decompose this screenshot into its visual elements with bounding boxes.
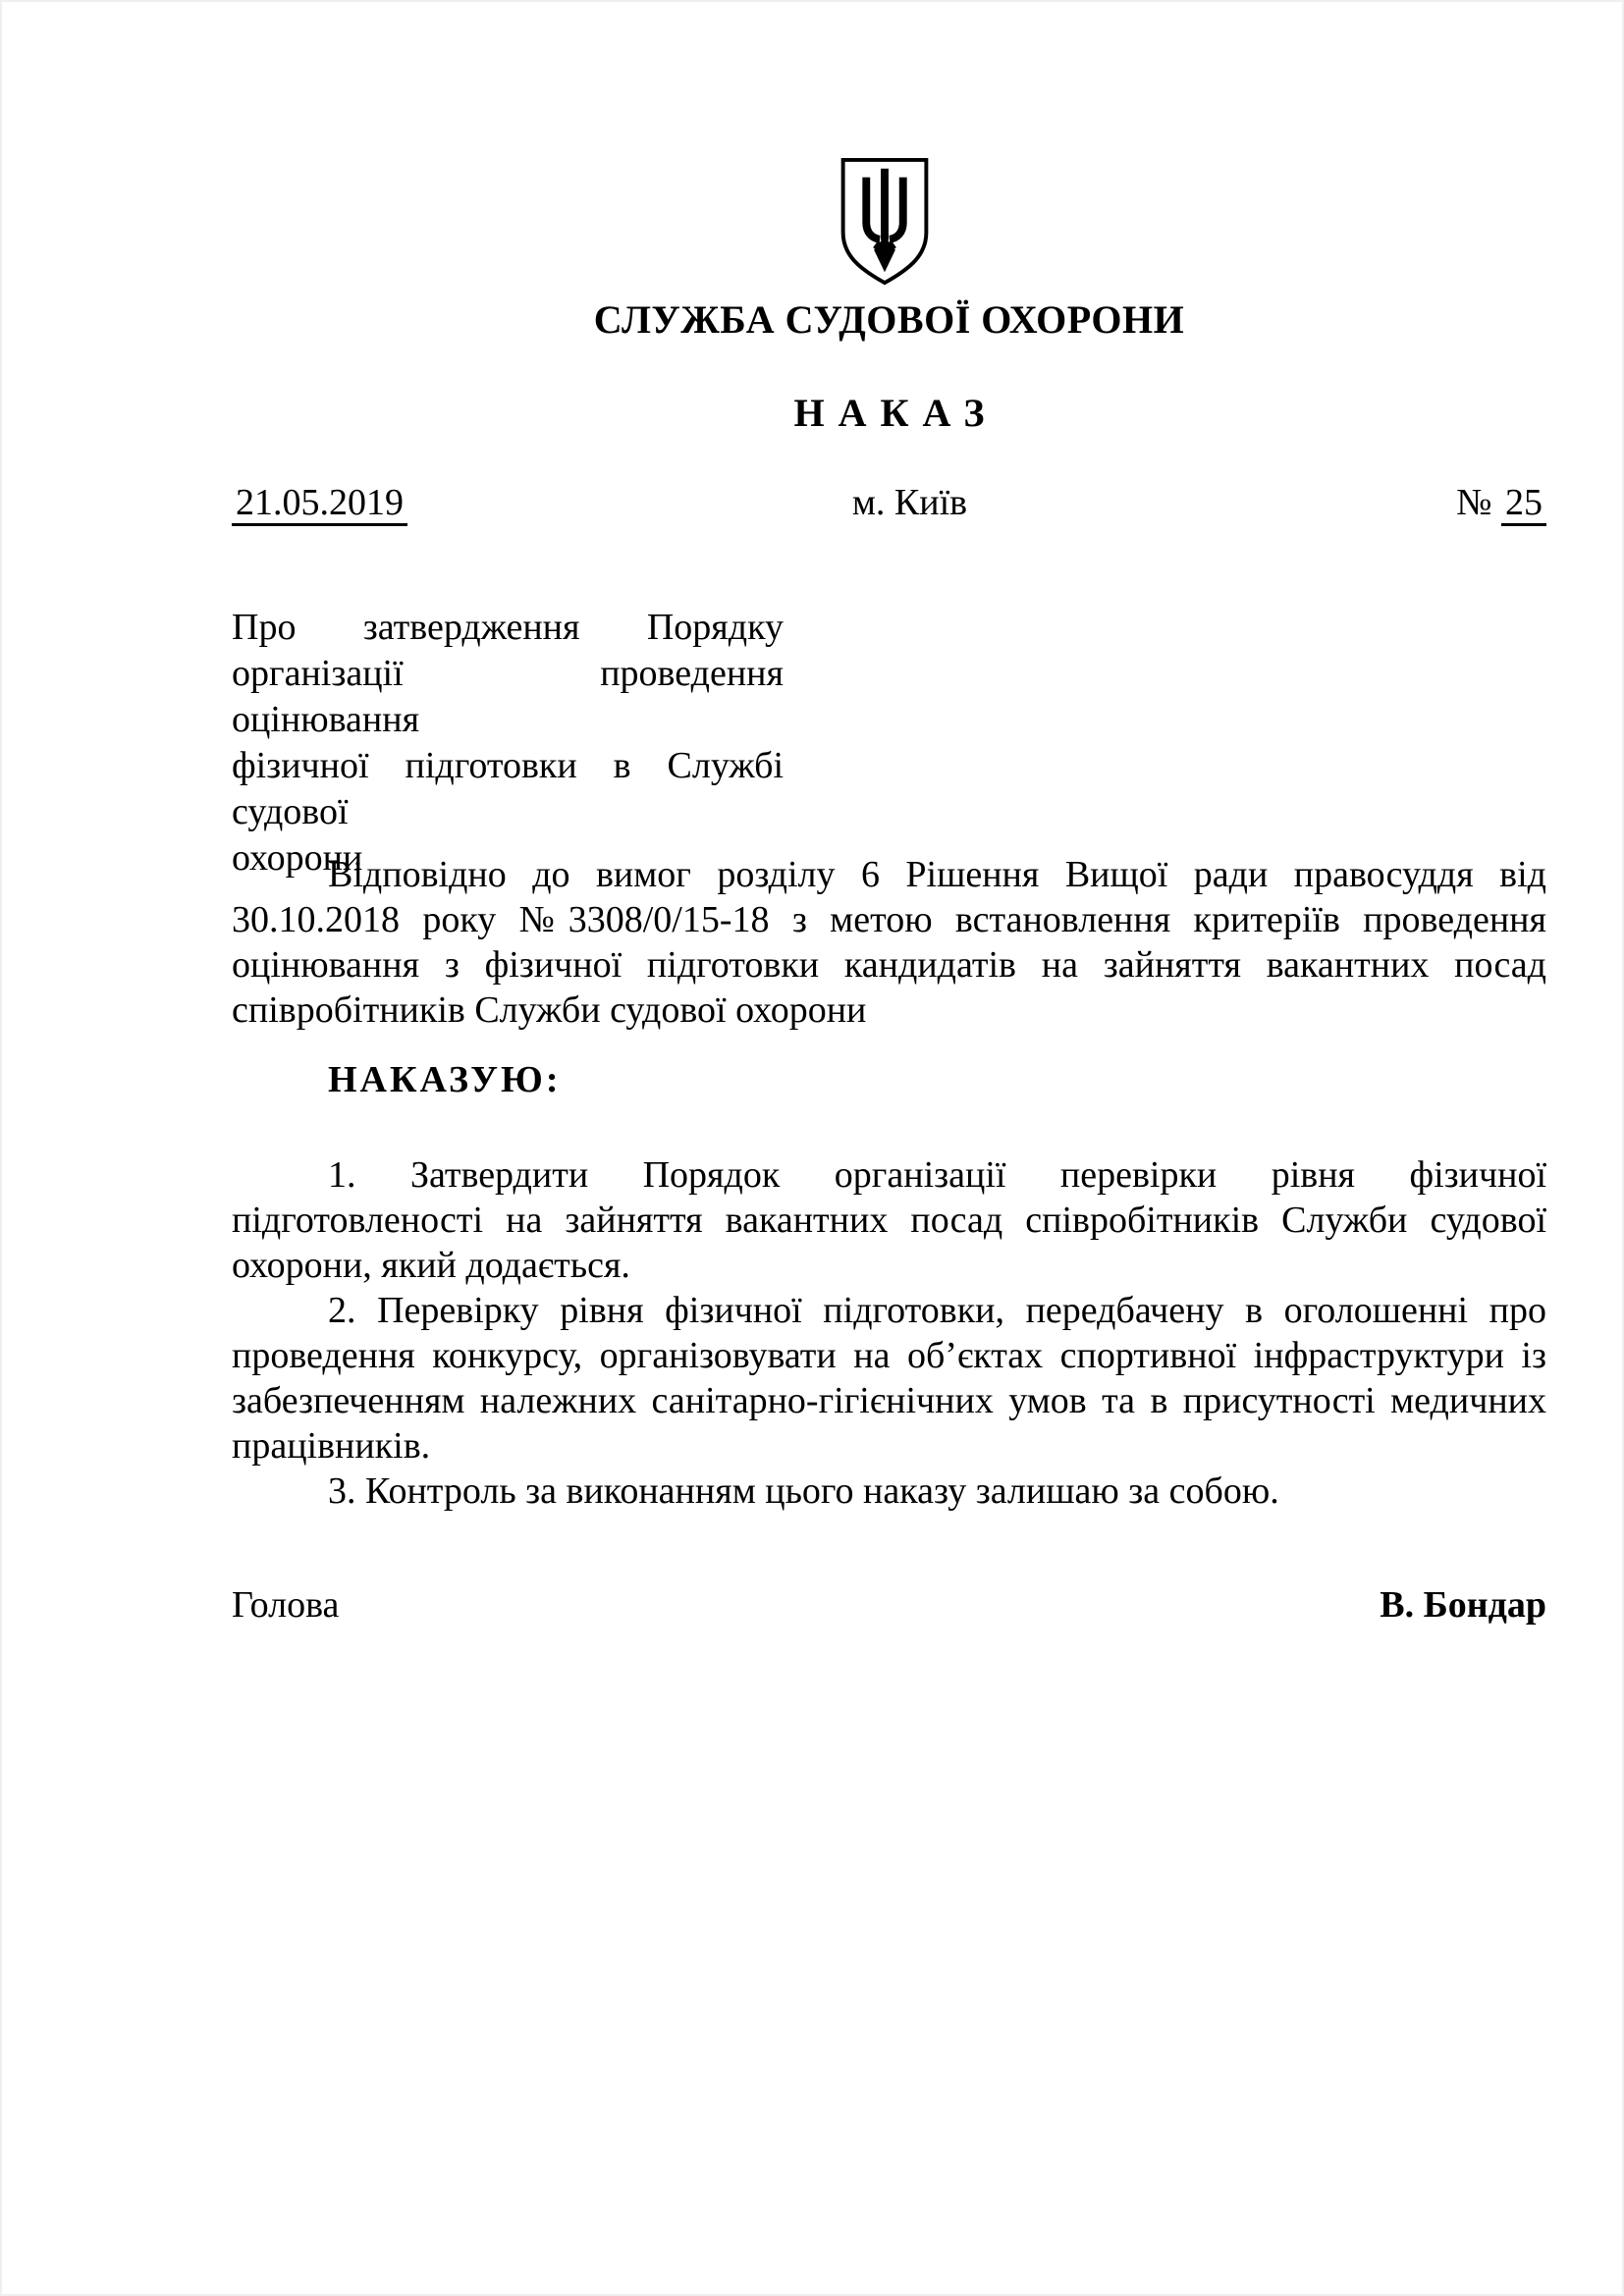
order-keyword: НАКАЗУЮ: bbox=[328, 1059, 562, 1100]
preamble-line: Відповідно до вимог розділу 6 Рішення Вищої ради правосуддя від bbox=[328, 854, 1546, 895]
preamble-line: співробітників Служби судової охорони bbox=[232, 989, 867, 1031]
subject-line: охорони bbox=[232, 837, 363, 879]
order-items bbox=[232, 1152, 1546, 1514]
preamble-line: 30.10.2018 року №3308/0/15-18 з метою встановлення критеріїв проведення bbox=[232, 899, 1546, 940]
signature-row bbox=[232, 1582, 1546, 1628]
subject-line: Про затвердження Порядку bbox=[232, 607, 784, 648]
order-item-3-line: 3. Контроль за виконанням цього наказу залишаю за собою. bbox=[328, 1470, 1279, 1512]
doc-place: м. Київ bbox=[851, 482, 968, 523]
doc-date-value: 21.05.2019 bbox=[232, 484, 407, 526]
signature-name: В. Бондар bbox=[1380, 1584, 1546, 1626]
order-item-2-line: 2. Перевірку рівня фізичної підготовки, передбачену в оголошенні про bbox=[328, 1290, 1546, 1331]
doc-subject bbox=[232, 605, 784, 881]
doc-date bbox=[232, 480, 832, 526]
order-item-1-line: підготовленості на зайняття вакантних посад співробітників Служби судової bbox=[232, 1200, 1546, 1241]
doc-type-heading: НАКАЗ bbox=[793, 391, 999, 435]
order-item-2-line: забезпеченням належних санітарно-гігієнічних умов та в присутності медичних bbox=[232, 1380, 1546, 1421]
doc-preamble bbox=[232, 852, 1546, 1033]
doc-meta-row bbox=[232, 480, 1546, 526]
order-item-1-line: охорони, який додається. bbox=[232, 1245, 630, 1286]
doc-number-value: 25 bbox=[1501, 484, 1546, 526]
subject-line: фізичної підготовки в Службі судової bbox=[232, 745, 784, 832]
order-item-1-line: 1. Затвердити Порядок організації перевірки рівня фізичної bbox=[328, 1154, 1546, 1196]
order-item-2-line: проведення конкурсу, організовувати на об’єктах спортивної інфраструктури із bbox=[232, 1335, 1546, 1376]
doc-number bbox=[947, 480, 1546, 526]
order-item-2-line: працівників. bbox=[232, 1425, 431, 1467]
preamble-line: оцінювання з фізичної підготовки кандидатів на зайняття вакантних посад bbox=[232, 944, 1546, 986]
ukraine-trident-emblem-icon bbox=[836, 155, 934, 289]
doc-number-sign: № bbox=[1456, 482, 1492, 523]
subject-line: організації проведення оцінювання bbox=[232, 653, 784, 740]
org-name-title: СЛУЖБА СУДОВОЇ ОХОРОНИ bbox=[593, 297, 1185, 342]
signature-position: Голова bbox=[232, 1584, 340, 1626]
